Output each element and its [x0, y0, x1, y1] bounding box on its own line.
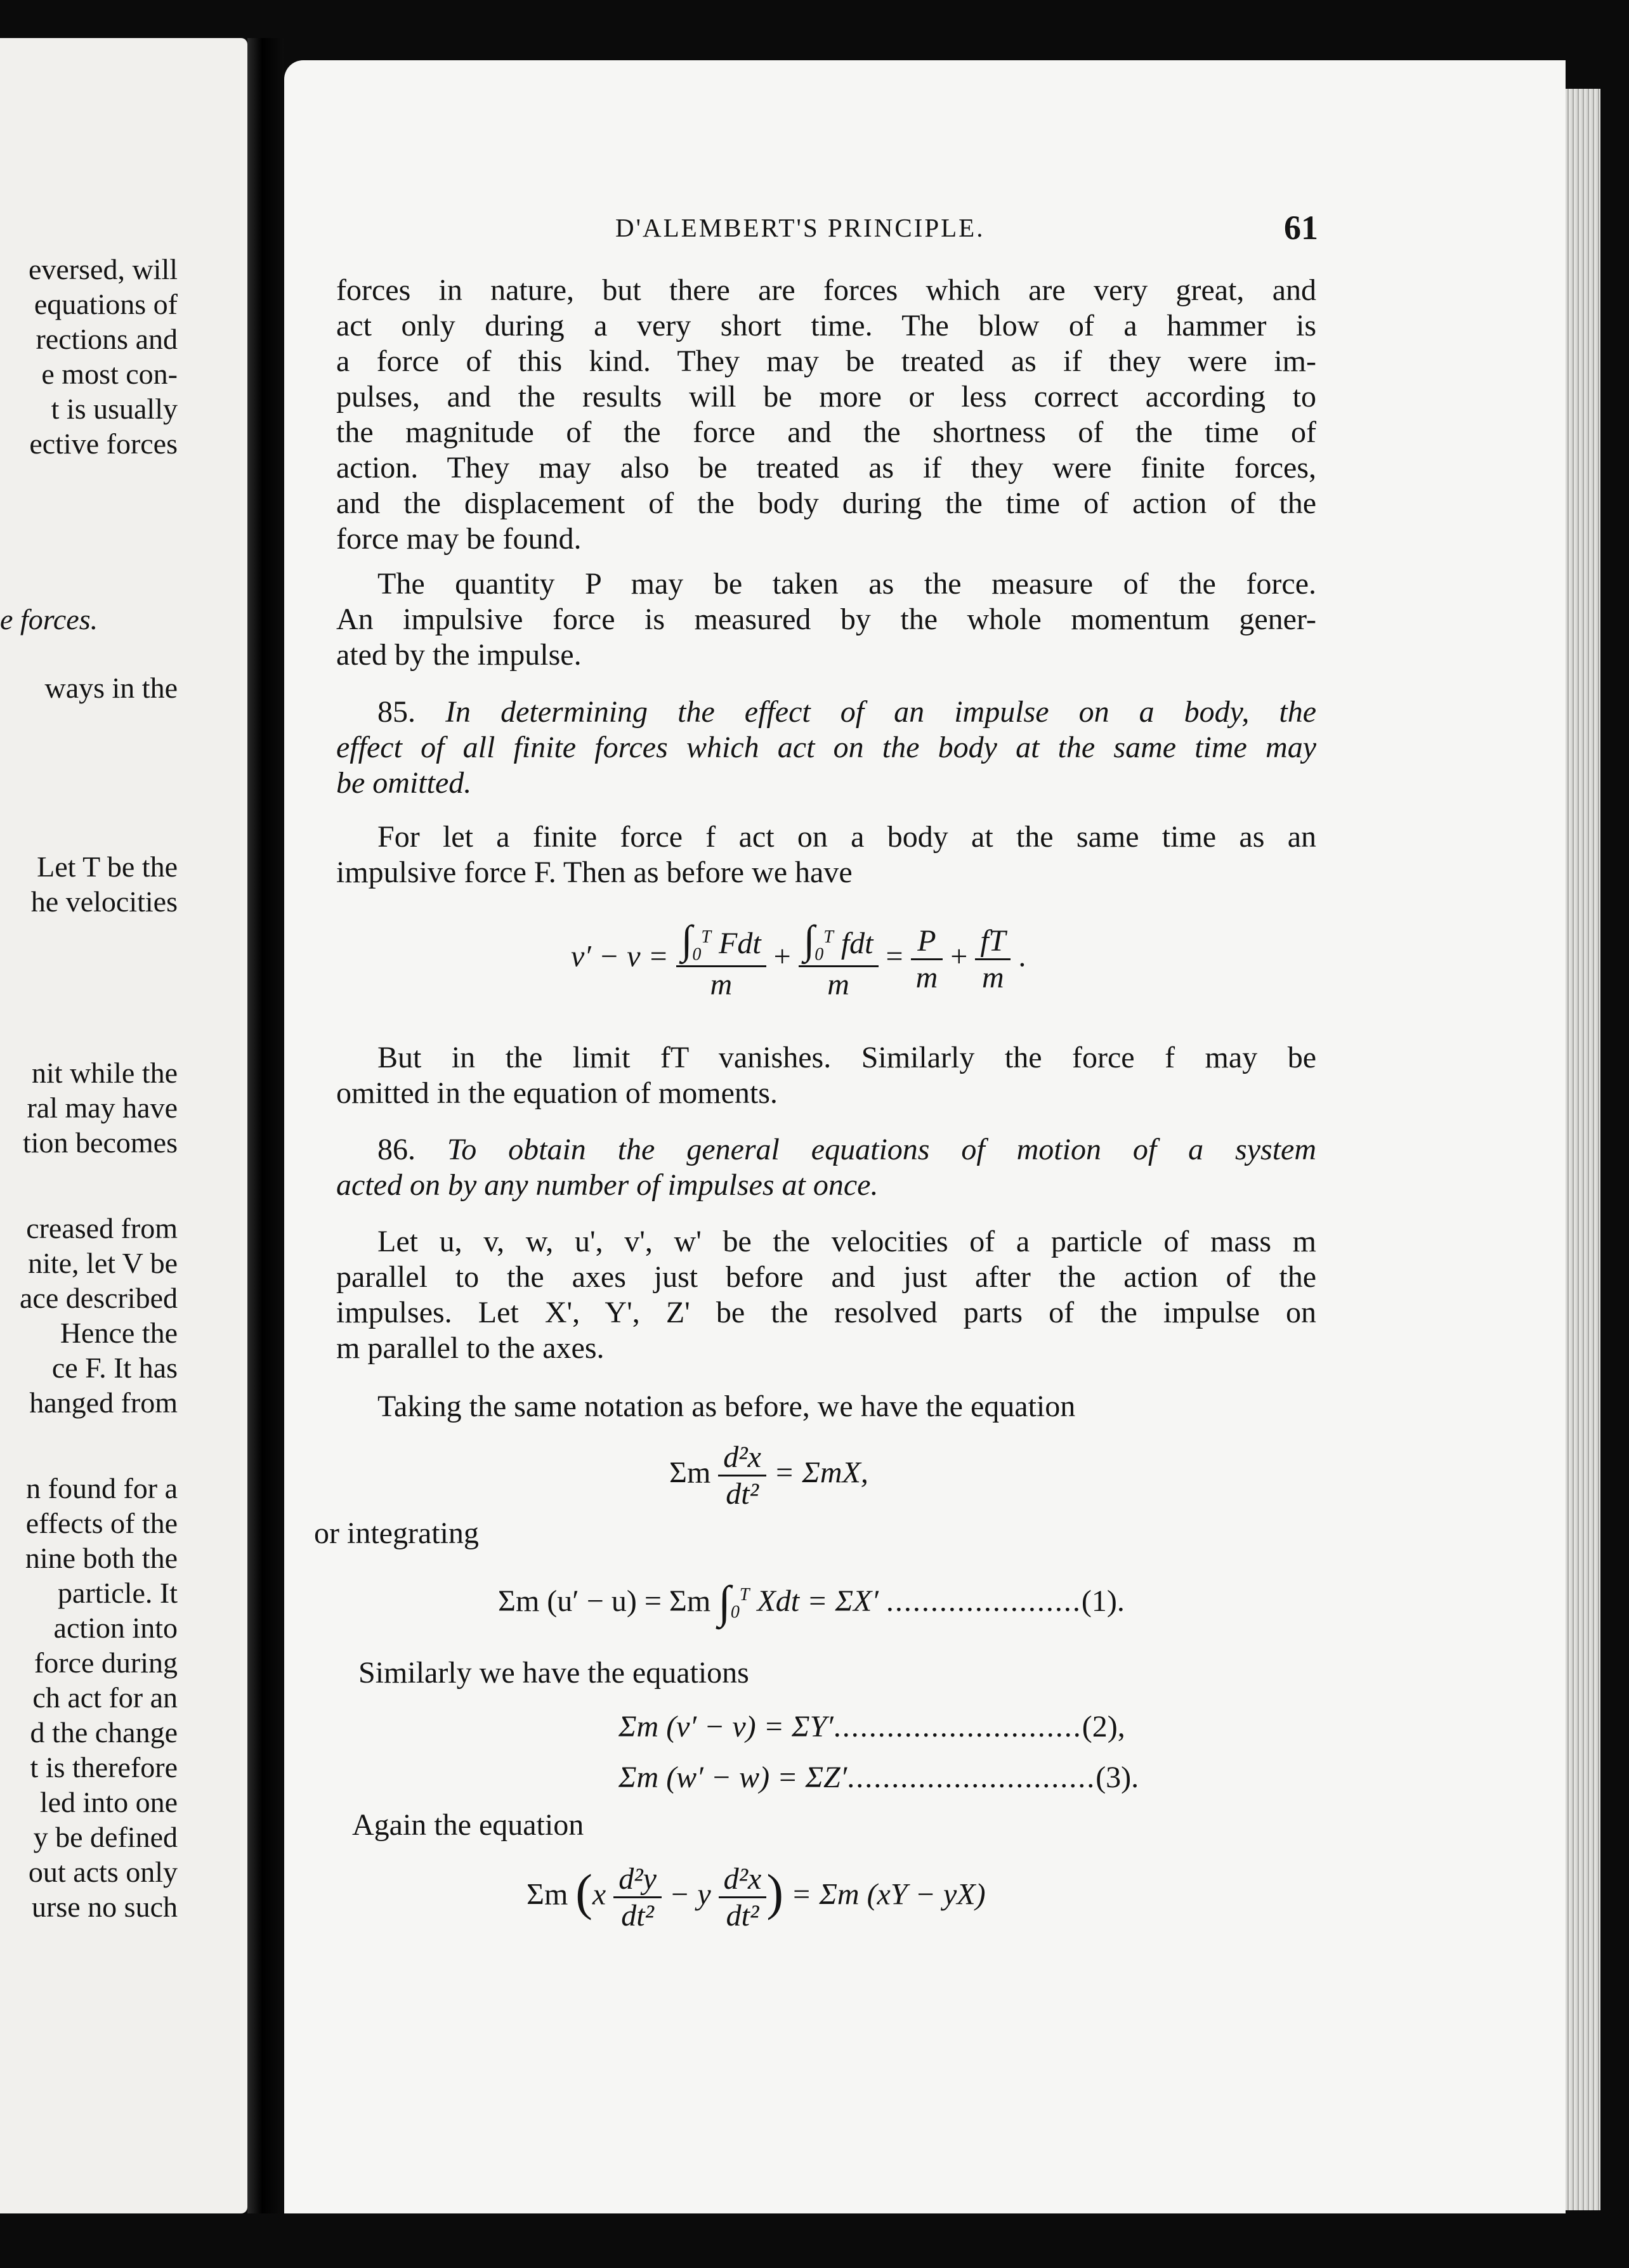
integrand: Fdt [719, 927, 761, 960]
text-line: Taking the same notation as before, we have the equation [377, 1390, 1076, 1423]
sigma-m: Σm [527, 1877, 568, 1912]
integral-sign: ∫ [681, 917, 693, 962]
integral-sign: ∫ [718, 1577, 731, 1627]
var-x: x [592, 1877, 606, 1912]
text-line: Let u, v, w, u', v', w' be the velocities of a particle of mass m [377, 1225, 1316, 1258]
fraction [799, 916, 879, 1002]
close-paren: ) [766, 1865, 783, 1921]
denominator: m [982, 960, 1004, 994]
text-line: and the displacement of the body during the time of action of the [336, 486, 1316, 520]
left-line: rections and [36, 323, 178, 355]
fraction [975, 923, 1011, 995]
left-line: tion becomes [23, 1126, 178, 1159]
integrand: fdt [841, 927, 873, 960]
equation-label: (2), [1082, 1710, 1125, 1743]
text-line: act only during a very short time. The blow of a hammer is [336, 309, 1316, 342]
left-line: t is therefore [30, 1751, 178, 1783]
eq-rhs: = Σm (xY − yX) [790, 1877, 986, 1912]
text-line: m parallel to the axes. [336, 1331, 605, 1365]
text-line: parallel to the axes just before and just after the action of the [336, 1260, 1316, 1294]
left-line: nine both the [25, 1542, 178, 1574]
text-line: An impulsive force is measured by the whole momentum gener- [336, 603, 1316, 636]
text-line [336, 1132, 1316, 1168]
left-line: creased from [26, 1212, 178, 1244]
numerator: d²x [719, 1861, 767, 1898]
left-line: ch act for an [32, 1681, 178, 1714]
numerator: d²y [613, 1861, 662, 1898]
left-line: e most con- [41, 358, 178, 390]
page-number: 61 [1284, 209, 1318, 247]
plus-sign: + [950, 939, 968, 974]
left-line: ace described [19, 1282, 178, 1314]
upper-limit: T [739, 1585, 750, 1605]
leader-dots: ............................ [847, 1761, 1096, 1794]
text-line [336, 694, 1316, 730]
denominator: dt² [726, 1477, 759, 1511]
text-line: forces in nature, but there are forces which are very great, and [336, 273, 1316, 307]
text-line: The quantity P may be taken as the measure of the force. [377, 567, 1316, 601]
left-line: t is usually [51, 393, 178, 425]
text-line: a force of this kind. They may be treated as if they were im- [336, 344, 1316, 378]
text-line: For let a finite force f act on a body at the same time as an [377, 820, 1316, 854]
left-line: ral may have [27, 1092, 178, 1124]
text-line: Again the equation [352, 1808, 584, 1842]
equation-1 [498, 1576, 1125, 1629]
left-line: effects of the [25, 1507, 178, 1539]
left-line: urse no such [32, 1891, 178, 1923]
text-line: force may be found. [336, 522, 582, 556]
text-line: pulses, and the results will be more or less correct according to [336, 380, 1316, 414]
article-statement: In determining the effect of an impulse on a body, the [445, 695, 1317, 729]
left-line: nit while the [32, 1057, 178, 1089]
fraction [911, 923, 943, 995]
equals-sign: = [886, 939, 903, 974]
text-line: impulsive force F. Then as before we have [336, 856, 853, 889]
leader-dots: ............................ [833, 1710, 1082, 1743]
left-line: led into one [39, 1786, 178, 1818]
numerator: d²x [718, 1440, 766, 1476]
left-line: n found for a [26, 1472, 178, 1504]
numerator [799, 916, 879, 967]
denominator: m [915, 960, 938, 994]
article-number: 86. [377, 1133, 415, 1166]
left-line: out acts only [28, 1856, 178, 1888]
eq-rhs: = ΣmX, [773, 1456, 868, 1490]
impulse-velocity-equation [571, 916, 1026, 1002]
left-line: particle. It [57, 1577, 178, 1609]
numerator: fT [975, 923, 1011, 960]
left-line: Hence the [60, 1317, 178, 1349]
left-line: ways in the [44, 672, 178, 704]
leader-dots: ...................... [886, 1584, 1082, 1618]
text-line: effect of all finite forces which act on the body at the same time may [336, 731, 1316, 764]
motion-equation [669, 1440, 868, 1511]
left-line: Let T be the [37, 850, 178, 883]
text-line: impulses. Let X', Y', Z' be the resolved parts of the impulse on [336, 1296, 1316, 1329]
eq-rhs: Xdt = ΣX′ [757, 1584, 879, 1618]
denominator: m [827, 967, 849, 1001]
left-line: ce F. It has [51, 1352, 178, 1384]
period: . [1018, 939, 1026, 974]
sigma-m: Σm [669, 1456, 711, 1490]
left-line: y be defined [33, 1821, 178, 1853]
equation-label: (1). [1081, 1584, 1125, 1618]
text-line: omitted in the equation of moments. [336, 1076, 778, 1110]
eq-lhs: Σm (u′ − u) = Σm [498, 1584, 711, 1618]
denominator: dt² [726, 1899, 759, 1932]
book-gutter [247, 38, 284, 2213]
denominator: m [710, 967, 733, 1001]
left-line: e forces. [0, 603, 98, 635]
fraction [613, 1861, 662, 1933]
text-line: acted on by any number of impulses at once. [336, 1168, 879, 1202]
text-line: or integrating [314, 1516, 479, 1550]
left-line: force during [34, 1646, 178, 1679]
left-line: he velocities [30, 885, 178, 918]
running-head: D'ALEMBERT'S PRINCIPLE. [615, 213, 985, 242]
upper-limit: T [823, 927, 834, 947]
lower-limit: 0 [814, 944, 824, 965]
integral-sign: ∫ [803, 917, 815, 962]
lower-limit: 0 [692, 944, 702, 965]
article-statement: To obtain the general equations of motion of a system [447, 1133, 1317, 1166]
fraction [718, 1440, 766, 1511]
moment-equation [527, 1861, 986, 1933]
text-line: the magnitude of the force and the shortness of the time of [336, 415, 1316, 449]
left-line: action into [53, 1612, 178, 1644]
left-line: ective forces [29, 427, 178, 460]
minus-y: − y [669, 1877, 711, 1912]
left-line: hanged from [29, 1386, 178, 1419]
plus-sign: + [773, 939, 791, 974]
numerator: P [911, 923, 943, 960]
article-number: 85. [377, 695, 415, 729]
eq-text: Σm (w′ − w) = ΣZ′ [618, 1761, 847, 1794]
denominator: dt² [621, 1899, 654, 1932]
left-line: equations of [34, 288, 178, 320]
left-line: d the change [30, 1716, 178, 1749]
page-edges [1566, 89, 1600, 2210]
text-line: ated by the impulse. [336, 638, 582, 672]
equation-2 [618, 1709, 1125, 1744]
left-line: eversed, will [28, 253, 178, 285]
numerator [676, 916, 766, 967]
equation-3 [618, 1760, 1139, 1795]
text-line: action. They may also be treated as if they were finite forces, [336, 451, 1316, 485]
eq-text: Σm (v′ − v) = ΣY′ [618, 1710, 834, 1743]
equation-label: (3). [1096, 1761, 1139, 1794]
text-line: Similarly we have the equations [358, 1656, 749, 1690]
text-line: But in the limit fT vanishes. Similarly the force f may be [377, 1041, 1316, 1074]
eq-lhs: v′ − v = [571, 939, 669, 974]
lower-limit: 0 [730, 1602, 740, 1622]
open-paren: ( [575, 1865, 592, 1921]
left-line: nite, let V be [28, 1247, 178, 1279]
text-line: be omitted. [336, 766, 472, 800]
fraction [676, 916, 766, 1002]
upper-limit: T [701, 927, 711, 947]
fraction [719, 1861, 767, 1933]
